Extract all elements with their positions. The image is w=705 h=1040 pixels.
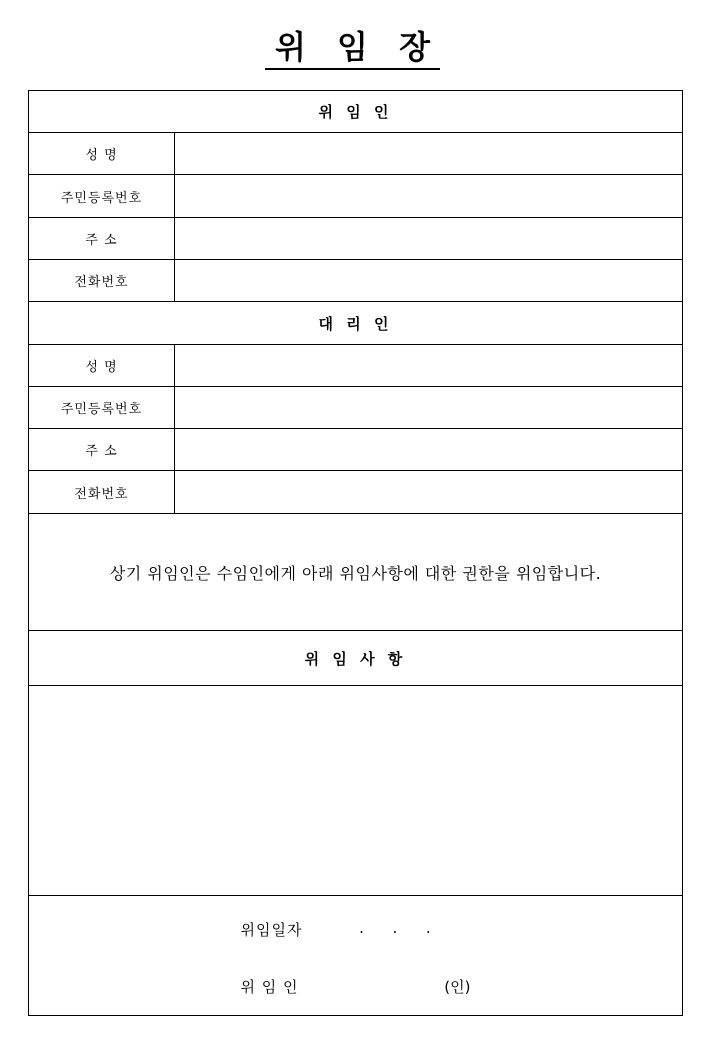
seal-mark[interactable]: (인) [444,978,471,996]
field-label: 주 소 [29,429,175,470]
agent-id-field[interactable] [175,387,682,428]
delegator-address-row [29,218,682,260]
delegator-name-row [29,133,682,175]
field-label: 성 명 [29,345,175,386]
delegator-section-heading: 위 임 인 [29,91,682,133]
agent-phone-field[interactable] [175,471,682,513]
delegator-name-field[interactable] [175,133,682,174]
agent-name-row [29,345,682,387]
agent-phone-row [29,471,682,514]
agent-name-field[interactable] [175,345,682,386]
field-label: 주 소 [29,218,175,259]
page-title: 위 임 장 [0,22,705,68]
delegator-phone-row [29,260,682,302]
signature-block [29,896,682,1015]
delegator-id-field[interactable] [175,175,682,217]
field-label: 주민등록번호 [29,387,175,428]
field-label: 주민등록번호 [29,175,175,217]
delegation-items-content[interactable] [29,686,682,896]
signer-label: 위 임 인 [240,978,299,996]
delegation-date-line [29,919,682,940]
agent-address-row [29,429,682,471]
field-label: 전화번호 [29,471,175,513]
agent-address-field[interactable] [175,429,682,470]
signer-line [29,976,682,997]
delegation-date-label: 위임일자 [240,921,303,939]
agent-section-heading: 대 리 인 [29,302,682,345]
field-label: 전화번호 [29,260,175,301]
field-label: 성 명 [29,133,175,174]
delegator-id-row [29,175,682,218]
agent-id-row [29,387,682,429]
power-of-attorney-form [28,90,683,1016]
delegator-address-field[interactable] [175,218,682,259]
delegator-phone-field[interactable] [175,260,682,301]
delegation-date-field[interactable]: . . . [330,919,431,937]
delegation-statement: 상기 위임인은 수임인에게 아래 위임사항에 대한 권한을 위임합니다. [29,514,682,631]
delegation-items-heading: 위 임 사 항 [29,631,682,686]
